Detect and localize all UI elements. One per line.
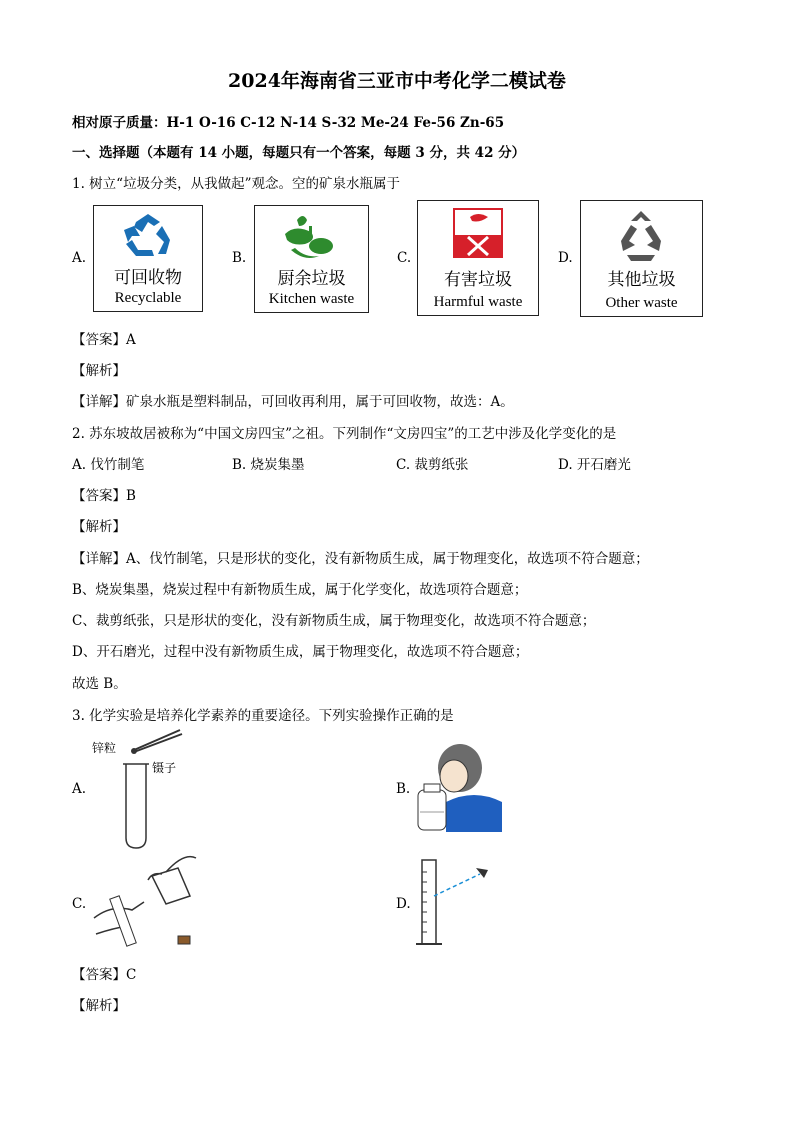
q1-analysis: 【解析】 bbox=[72, 363, 126, 379]
q3-option-a-letter: A. bbox=[72, 781, 87, 797]
q1-option-a-en: Recyclable bbox=[114, 290, 182, 306]
q1-option-d-letter: D. bbox=[558, 250, 573, 266]
q1-option-a-letter: A. bbox=[72, 250, 87, 266]
smelling-gas-illustration bbox=[414, 742, 504, 832]
recycle-icon bbox=[94, 214, 202, 264]
q1-option-d-card bbox=[580, 200, 703, 317]
q1-option-b-zh: 厨余垃圾 bbox=[277, 269, 346, 289]
q3-option-b-letter: B. bbox=[396, 781, 411, 797]
q3-answer: 【答案】C bbox=[72, 967, 137, 983]
tweezers-label: 镊子 bbox=[152, 761, 177, 775]
zinc-label: 锌粒 bbox=[92, 741, 117, 755]
harmful-waste-icon bbox=[418, 209, 538, 261]
q2-option-b: B. 烧炭集墨 bbox=[232, 457, 305, 473]
q3-option-d-letter: D. bbox=[396, 896, 411, 912]
question-3-stem: 3. 化学实验是培养化学素养的重要途径。下列实验操作正确的是 bbox=[72, 708, 454, 724]
atomic-mass-line: 相对原子质量：H-1 O-16 C-12 N-14 S-32 Me-24 Fe-56 Zn-65 bbox=[72, 115, 505, 131]
page-title: 2024年海南省三亚市中考化学二模试卷 bbox=[228, 70, 566, 92]
q2-analysis: 【解析】 bbox=[72, 519, 126, 535]
q2-option-d: D. 开石磨光 bbox=[558, 457, 631, 473]
kitchen-waste-icon bbox=[255, 212, 368, 264]
q1-option-d-zh: 其他垃圾 bbox=[607, 270, 676, 290]
question-2-stem: 2. 苏东坡故居被称为“中国文房四宝”之祖。下列制作“文房四宝”的工艺中涉及化学变化的是 bbox=[72, 426, 617, 442]
q1-detail: 【详解】矿泉水瓶是塑料制品，可回收再利用，属于可回收物，故选：A。 bbox=[72, 394, 514, 410]
q2-detail-line: B、烧炭集墨，烧炭过程中有新物质生成，属于化学变化，故选项符合题意； bbox=[72, 582, 528, 598]
q1-option-c-letter: C. bbox=[397, 250, 412, 266]
q2-detail-line: C、裁剪纸张，只是形状的变化，没有新物质生成，属于物理变化，故选项不符合题意； bbox=[72, 613, 596, 629]
q2-detail-line: 故选 B。 bbox=[72, 676, 127, 692]
q2-detail-line: 【详解】A、伐竹制笔，只是形状的变化，没有新物质生成，属于物理变化，故选项不符合题意； bbox=[72, 551, 649, 567]
q1-option-c-zh: 有害垃圾 bbox=[444, 270, 512, 290]
q2-option-a: A. 伐竹制笔 bbox=[72, 457, 145, 473]
q2-detail-line: D、开石磨光，过程中没有新物质生成，属于物理变化，故选项不符合题意； bbox=[72, 644, 529, 660]
q1-option-b-card bbox=[254, 205, 369, 313]
pouring-liquid-illustration bbox=[92, 852, 202, 952]
section-heading: 一、选择题（本题有 14 小题，每题只有一个答案，每题 3 分，共 42 分） bbox=[72, 145, 526, 161]
q1-option-c-card bbox=[417, 200, 539, 316]
q1-option-a-card bbox=[93, 205, 203, 312]
other-waste-icon bbox=[581, 211, 702, 267]
question-1-stem: 1. 树立“垃圾分类，从我做起”观念。空的矿泉水瓶属于 bbox=[72, 176, 400, 192]
measuring-cylinder-illustration bbox=[414, 856, 494, 952]
q2-option-c: C. 裁剪纸张 bbox=[396, 457, 469, 473]
q1-option-b-letter: B. bbox=[232, 250, 247, 266]
q1-option-d-en: Other waste bbox=[605, 295, 678, 311]
q3-analysis: 【解析】 bbox=[72, 998, 126, 1014]
q1-option-b-en: Kitchen waste bbox=[268, 291, 355, 307]
q1-answer: 【答案】A bbox=[72, 332, 136, 348]
q2-answer: 【答案】B bbox=[72, 488, 136, 504]
q1-option-a-zh: 可回收物 bbox=[114, 268, 182, 288]
q3-option-c-letter: C. bbox=[72, 896, 87, 912]
q1-option-c-en: Harmful waste bbox=[433, 294, 523, 310]
test-tube-tweezers-illustration bbox=[110, 728, 230, 848]
